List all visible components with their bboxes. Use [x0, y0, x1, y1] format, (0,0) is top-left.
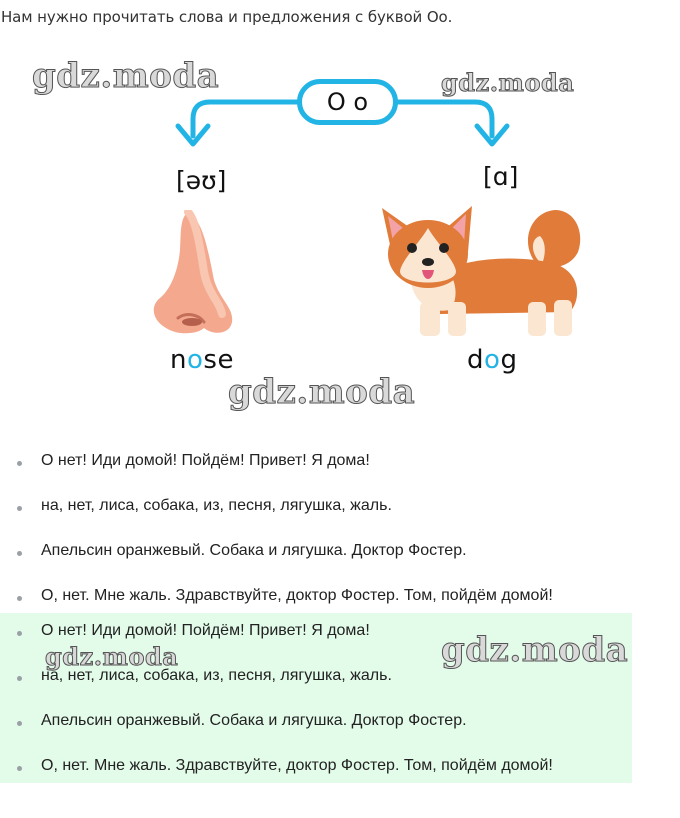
word-nose-highlight: o	[186, 345, 204, 375]
intro-text: Нам нужно прочитать слова и предложения с буквой Оо.	[1, 8, 453, 26]
bullet-dot	[17, 596, 22, 601]
bullet-dot	[17, 631, 22, 636]
list-item: О нет! Иди домой! Пойдём! Привет! Я дома!	[41, 452, 370, 469]
list-item-highlighted: О, нет. Мне жаль. Здравствуйте, доктор Фостер. Том, пойдём домой!	[41, 757, 553, 774]
watermark: gdz.moda	[45, 642, 179, 671]
list-item-highlighted: Апельсин оранжевый. Собака и лягушка. Доктор Фостер.	[41, 712, 467, 729]
watermark: gdz.moda	[441, 68, 575, 97]
bullet-dot	[17, 461, 22, 466]
ipa-left: [əʊ]	[176, 166, 227, 195]
list-item: О, нет. Мне жаль. Здравствуйте, доктор Фостер. Том, пойдём домой!	[41, 587, 553, 604]
word-dog-pre: d	[467, 345, 485, 375]
list-item: на, нет, лиса, собака, из, песня, лягушка, жаль.	[41, 497, 392, 514]
dog-illustration	[370, 202, 590, 342]
bullet-dot	[17, 766, 22, 771]
letter-pill	[297, 79, 398, 125]
ipa-right: [ɑ]	[483, 162, 519, 191]
nose-illustration	[148, 210, 238, 340]
list-item: Апельсин оранжевый. Собака и лягушка. Доктор Фостер.	[41, 542, 467, 559]
bullet-dot	[17, 551, 22, 556]
watermark: gdz.moda	[228, 372, 416, 412]
word-nose	[170, 345, 234, 375]
word-nose-pre: n	[170, 345, 187, 375]
word-dog-post: g	[500, 345, 518, 375]
word-nose-post: se	[203, 345, 234, 375]
letter-label: O o	[326, 88, 369, 116]
bullet-dot	[17, 721, 22, 726]
bullet-dot	[17, 676, 22, 681]
bullet-dot	[17, 506, 22, 511]
watermark: gdz.moda	[441, 630, 629, 670]
list-item-highlighted: на, нет, лиса, собака, из, песня, лягушка, жаль.	[41, 667, 392, 684]
word-dog-highlight: o	[484, 345, 501, 375]
word-dog	[467, 345, 517, 375]
list-item-highlighted: О нет! Иди домой! Пойдём! Привет! Я дома!	[41, 622, 370, 639]
watermark: gdz.moda	[32, 56, 220, 96]
